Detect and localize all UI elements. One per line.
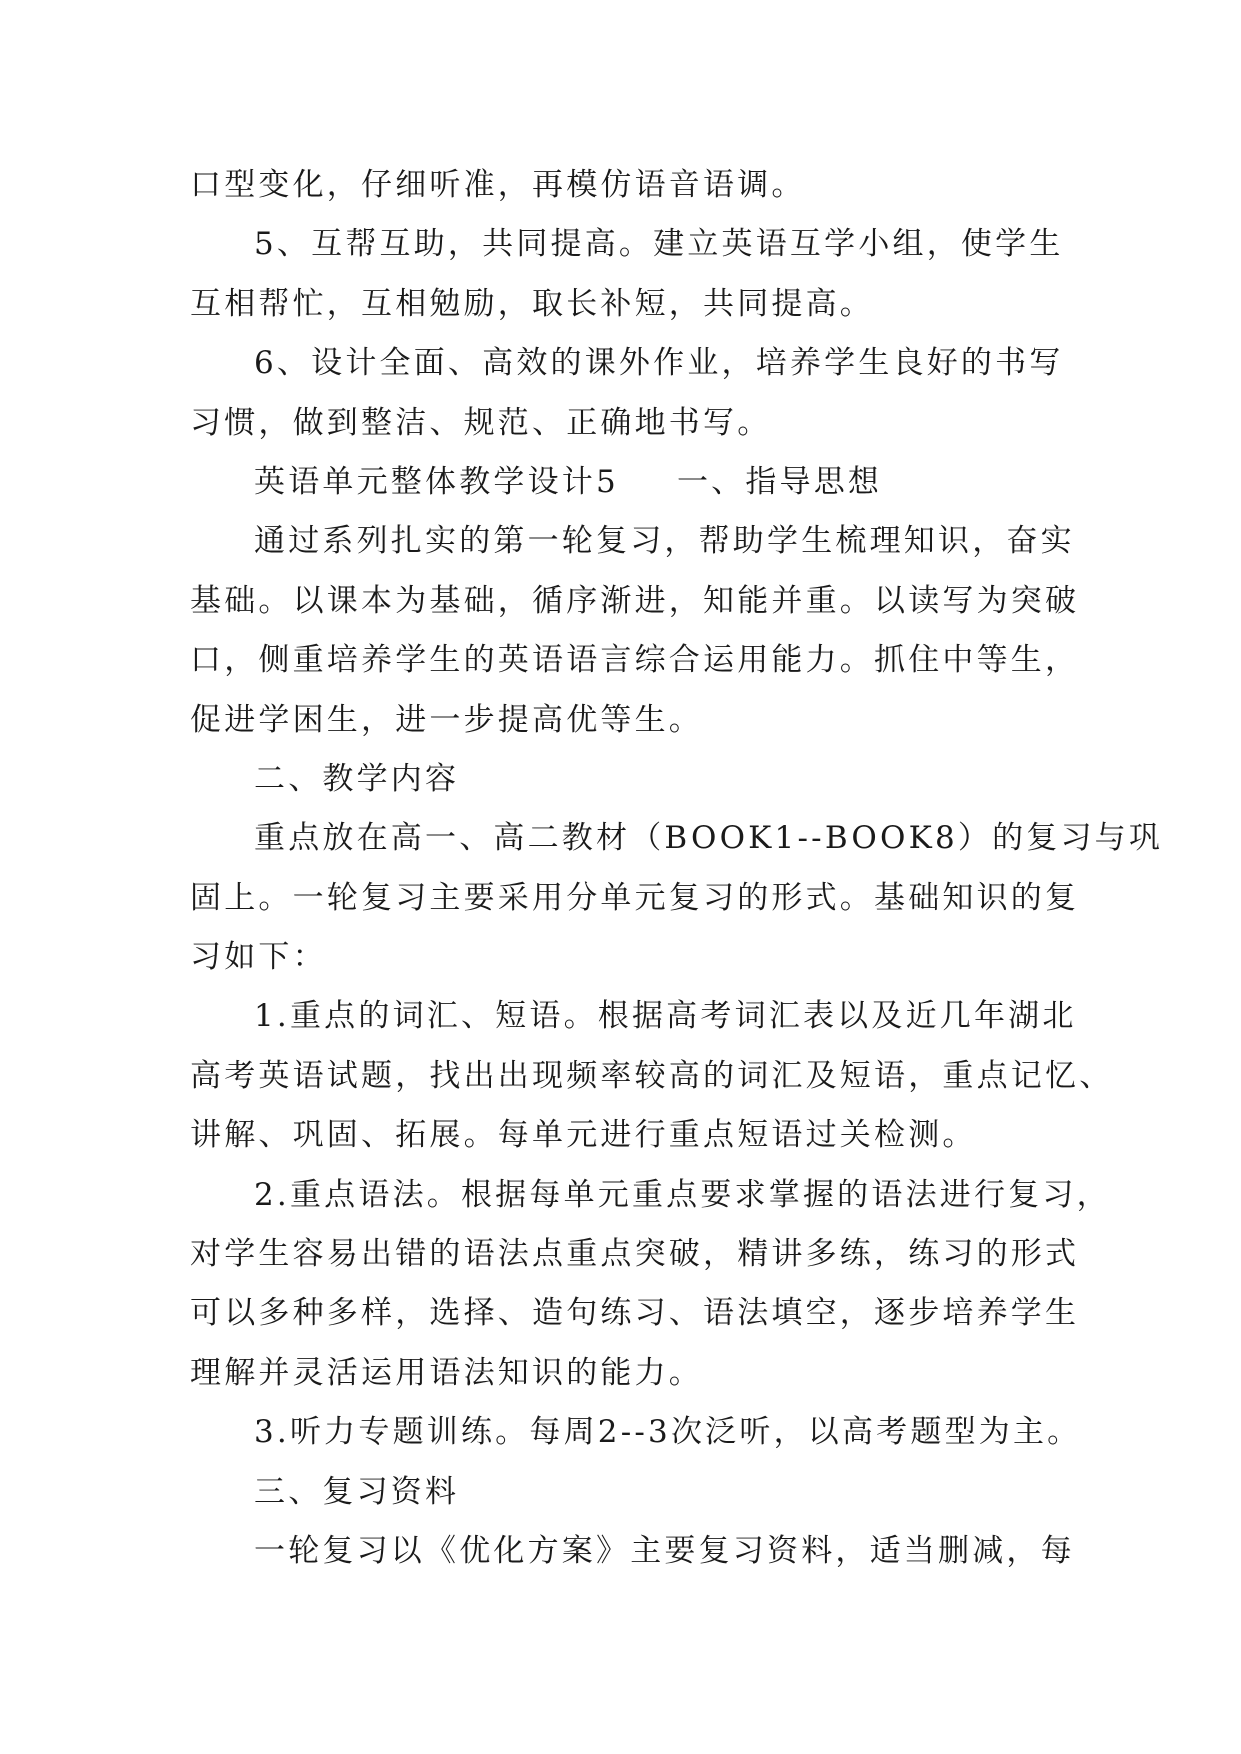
text-line-18: 2.重点语法。根据每单元重点要求掌握的语法进行复习，	[254, 1176, 1111, 1213]
text-line-8: 基础。以课本为基础，循序渐进，知能并重。以读写为突破	[190, 582, 1080, 619]
document-body	[190, 156, 1164, 1581]
text-line-20: 可以多种多样，选择、造句练习、语法填空，逐步培养学生	[190, 1295, 1080, 1332]
text-line-17: 讲解、巩固、拓展。每单元进行重点短语过关检测。	[190, 1117, 977, 1154]
text-line-5: 习惯，做到整洁、规范、正确地书写。	[190, 404, 772, 441]
text-line-19: 对学生容易出错的语法点重点突破，精讲多练，练习的形式	[190, 1236, 1080, 1273]
text-line-10: 促进学困生，进一步提高优等生。	[190, 701, 703, 738]
section-heading-line	[190, 453, 1070, 512]
text-line-14: 习如下：	[190, 939, 327, 976]
text-line-16: 高考英语试题，找出出现频率较高的词汇及短语，重点记忆、	[190, 1057, 1114, 1094]
text-line-13: 固上。一轮复习主要采用分单元复习的形式。基础知识的复	[190, 879, 1080, 916]
text-line-3: 互相帮忙，互相勉励，取长补短，共同提高。	[190, 285, 874, 322]
section-heading-review-materials: 三、复习资料	[254, 1473, 460, 1510]
document-title: 英语单元整体教学设计5	[254, 463, 619, 500]
text-line-2: 5、互帮互助，共同提高。建立英语互学小组，使学生	[254, 226, 1064, 263]
text-line-21: 理解并灵活运用语法知识的能力。	[190, 1354, 703, 1391]
text-line-22: 3.听力专题训练。每周2--3次泛听，以高考题型为主。	[254, 1414, 1082, 1451]
text-line-12: 重点放在高一、高二教材（BOOK1--BOOK8）的复习与巩	[254, 820, 1164, 857]
section-heading-guiding-thought: 一、指导思想	[676, 463, 883, 500]
section-heading-teaching-content: 二、教学内容	[254, 760, 460, 797]
text-line-9: 口，侧重培养学生的英语语言综合运用能力。抓住中等生，	[190, 642, 1080, 679]
text-line-15: 1.重点的词汇、短语。根据高考词汇表以及近几年湖北	[254, 998, 1077, 1035]
text-line-24: 一轮复习以《优化方案》主要复习资料，适当删减，每	[254, 1532, 1075, 1569]
text-line-4: 6、设计全面、高效的课外作业，培养学生良好的书写	[254, 345, 1064, 382]
text-line-7: 通过系列扎实的第一轮复习，帮助学生梳理知识，奋实	[254, 523, 1075, 560]
text-line-1: 口型变化，仔细听准，再模仿语音语调。	[190, 167, 806, 203]
